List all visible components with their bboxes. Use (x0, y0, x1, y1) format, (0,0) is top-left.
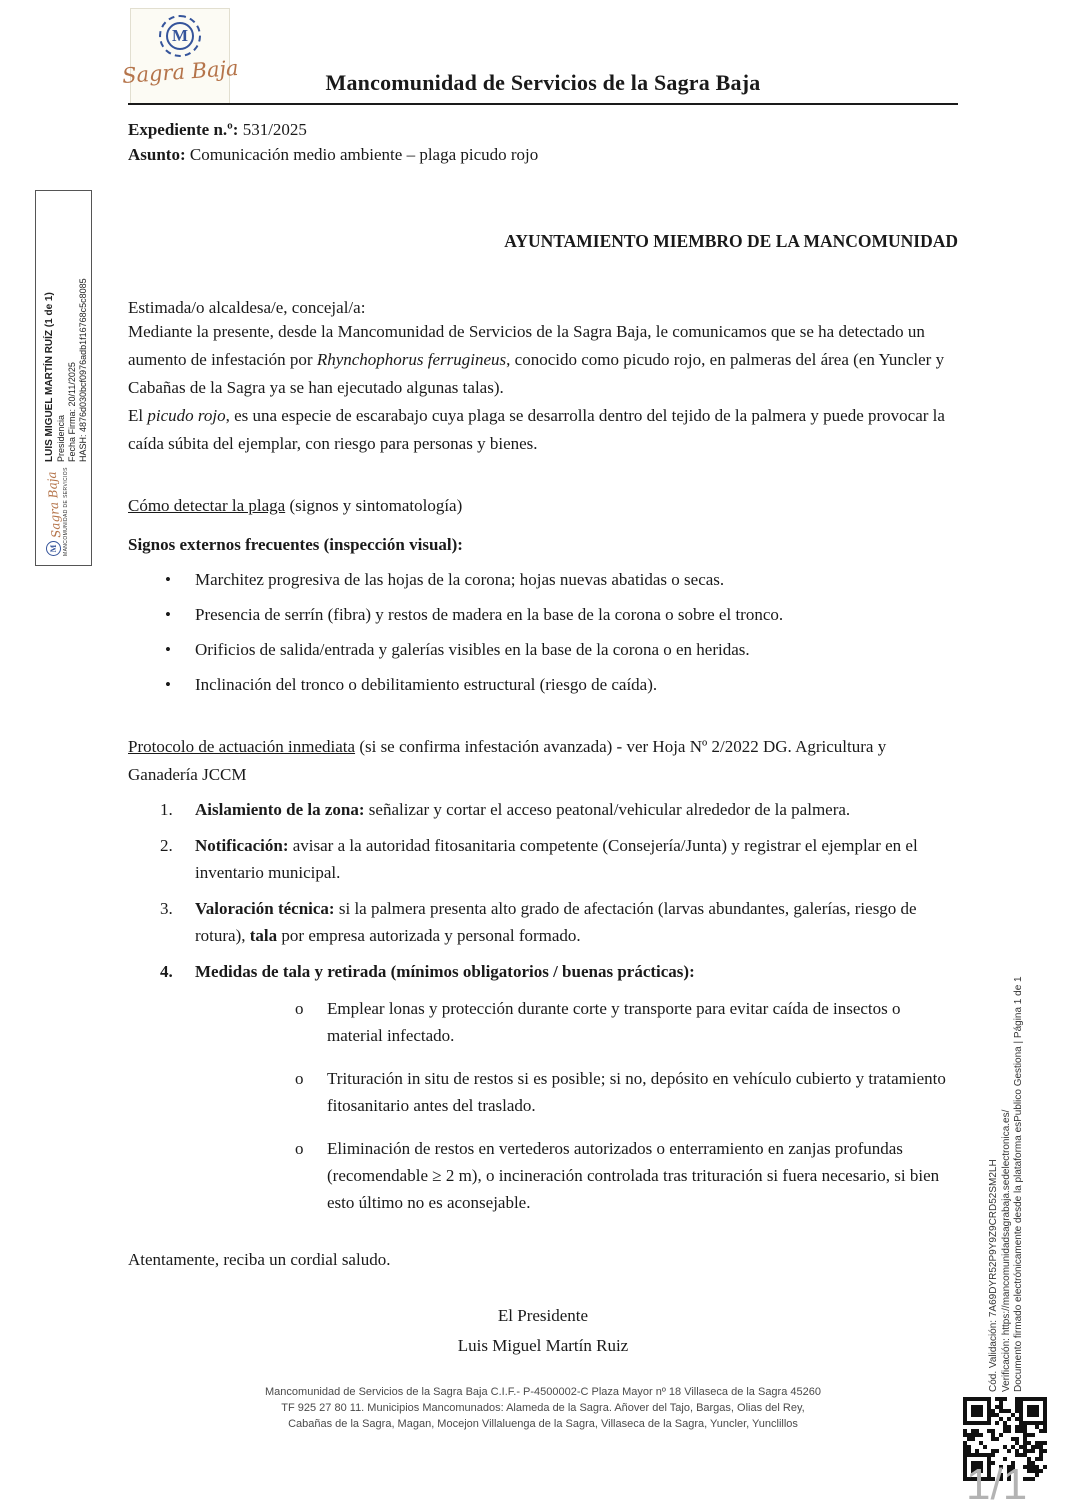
signs-list (128, 566, 958, 699)
item-number: 4. (160, 962, 173, 981)
list-item (128, 895, 958, 949)
signer-name: LUIS MIGUEL MARTÍN RUÍZ (1 de 1) (44, 292, 55, 462)
list-item (128, 958, 958, 1216)
detect-heading-underlined: Cómo detectar la plaga (128, 496, 286, 515)
list-item (128, 832, 958, 886)
salutation: Estimada/o alcaldesa/e, concejal/a: (128, 298, 366, 317)
item-number: 2. (160, 836, 173, 855)
expediente-value: 531/2025 (238, 120, 307, 139)
protocol-list (128, 796, 958, 1216)
list-item: o Trituración in situ de restos si es posible; si no, depósito en vehículo cubierto y tratamiento fitosanitario antes del traslado. (195, 1065, 958, 1119)
letterhead-footer (128, 1384, 958, 1432)
expediente-line (128, 117, 958, 142)
paragraph-intro-text: Mediante la presente, desde la Mancomunidad de Servicios de la Sagra Baja, le comunicamos que se ha detectado un aumento de infestación por (128, 322, 925, 369)
list-item: • Marchitez progresiva de las hojas de la corona; hojas nuevas abatidas o secas. (128, 566, 958, 594)
file-metadata (128, 117, 958, 167)
list-item: • Inclinación del tronco o debilitamiento estructural (riesgo de caída). (128, 671, 958, 699)
footer-line: Cabañas de la Sagra, Magan, Mocejon Villaluenga de la Sagra, Villaseca de la Sagra, Yuncler, Yunclillos (288, 1418, 798, 1430)
validation-stamp-text (988, 927, 1026, 1392)
item-lead: Medidas de tala y retirada (mínimos obligatorios / buenas prácticas): (195, 962, 695, 981)
list-item: o Eliminación de restos en vertederos autorizados o enterramiento en zanjas profundas (recomendable ≥ 2 m), o incineración controlada tras trituración si fuera necesario, si bien esto último no es aconsejable. (195, 1135, 958, 1216)
list-item: • Orificios de salida/entrada y galerías visibles en la base de la corona o en heridas. (128, 636, 958, 664)
item-lead: Notificación: (195, 836, 289, 855)
signer-role: Presidencia (56, 414, 66, 462)
paragraph-desc-end: , es una especie de escarabajo cuya plaga se desarrolla dentro del tejido de la palmera y puede provocar la caída súbita del ejemplar, con riesgo para personas y bienes. (128, 406, 945, 453)
measures-sublist (195, 995, 958, 1216)
mini-emblem-icon: M (46, 541, 61, 556)
sidebar-mini-logo (44, 467, 86, 556)
paragraph-intro (128, 318, 958, 402)
closing-line: Atentamente, reciba un cordial saludo. (128, 1250, 391, 1269)
protocol-section-heading (128, 733, 958, 789)
header-rule (128, 103, 958, 105)
logo-emblem-letter: M (166, 22, 194, 50)
item-body: avisar a la autoridad fitosanitaria competente (Consejería/Junta) y registrar el ejemplar en el inventario municipal. (195, 836, 918, 882)
item-number: 3. (160, 899, 173, 918)
verification-url: Verificación: https://mancomunidadsagrabaja.sedelectronica.es/ (1000, 1109, 1012, 1392)
mini-logo-script: Sagra Baja (44, 470, 63, 539)
item-lead: Valoración técnica: (195, 899, 335, 918)
recipient-heading: AYUNTAMIENTO MIEMBRO DE LA MANCOMUNIDAD (504, 231, 958, 251)
logo-script-text: Sagra Baja (121, 55, 239, 89)
list-item: • Presencia de serrín (fibra) y restos de madera en la base de la corona o sobre el tronco. (128, 601, 958, 629)
asunto-value: Comunicación medio ambiente – plaga picudo rojo (185, 145, 539, 164)
footer-line: Mancomunidad de Servicios de la Sagra Baja C.I.F.- P-4500002-C Plaza Mayor nº 18 Villaseca de la Sagra 45260 (265, 1386, 821, 1398)
signs-subheading: Signos externos frecuentes (inspección visual): (128, 535, 463, 554)
expediente-label: Expediente n.º: (128, 120, 239, 139)
paragraph-description (128, 402, 958, 458)
page-indicator: 1/1 (966, 1460, 1028, 1509)
signature-date: Fecha Firma: 20/11/2025 (67, 362, 77, 462)
letter-content (128, 0, 958, 1432)
species-name-italic: Rhynchophorus ferrugineus (316, 350, 507, 369)
footer-line: TF 925 27 80 11. Municipios Mancomunados: Alameda de la Sagra. Añover del Tajo, Bargas, Olias del Rey, (281, 1402, 805, 1414)
mini-logo-caption: MANCOMUNIDAD DE SERVICIOS (63, 467, 69, 556)
item-body: si la palmera presenta alto grado de afectación (larvas abundantes, galerías, riesgo de rotura), (195, 899, 917, 945)
protocol-heading-rest: (si se confirma infestación avanzada) - ver Hoja Nº 2/2022 DG. Agricultura y Ganadería JCCM (128, 737, 887, 784)
asunto-line (128, 142, 958, 167)
signature-name: Luis Miguel Martín Ruiz (457, 1336, 629, 1355)
picudo-rojo-italic: picudo rojo (147, 406, 226, 425)
item-lead: Aislamiento de la zona: (195, 800, 365, 819)
item-number: 1. (160, 800, 173, 819)
list-item: o Emplear lonas y protección durante corte y transporte para evitar caída de insectos o material infectado. (195, 995, 958, 1049)
validation-code: Cód. Validación: 7A69DYR52P9Y9Z9CRD52SM2LH (988, 1159, 999, 1392)
item-body-bold: tala (249, 926, 278, 945)
page-title: Mancomunidad de Servicios de la Sagra Baja (325, 70, 761, 95)
signature-hash: HASH: 4876d030bcf0976adb1f16768c5c8085 (78, 278, 88, 462)
item-body: señalizar y cortar el acceso peatonal/vehicular alrededor de la palmera. (364, 800, 851, 819)
paragraph-desc-start: El (128, 406, 148, 425)
detect-heading-rest: (signos y sintomatología) (285, 496, 463, 515)
list-item (128, 796, 958, 823)
asunto-label: Asunto: (128, 145, 186, 164)
protocol-heading-underlined: Protocolo de actuación inmediata (128, 737, 356, 756)
item-body-end: por empresa autorizada y personal formado. (277, 926, 581, 945)
signature-role: El Presidente (497, 1306, 589, 1325)
esigned-note: Documento firmado electrónicamente desde la plataforma esPublico Gestiona | Página 1 de 1 (1013, 976, 1024, 1392)
paragraph-intro-end: , conocido como picudo rojo, en palmeras del área (en Yuncler y Cabañas de la Sagra ya se han ejecutado algunas talas). (128, 350, 945, 397)
detect-section-heading (128, 492, 958, 520)
signature-stamp-text (44, 198, 89, 462)
